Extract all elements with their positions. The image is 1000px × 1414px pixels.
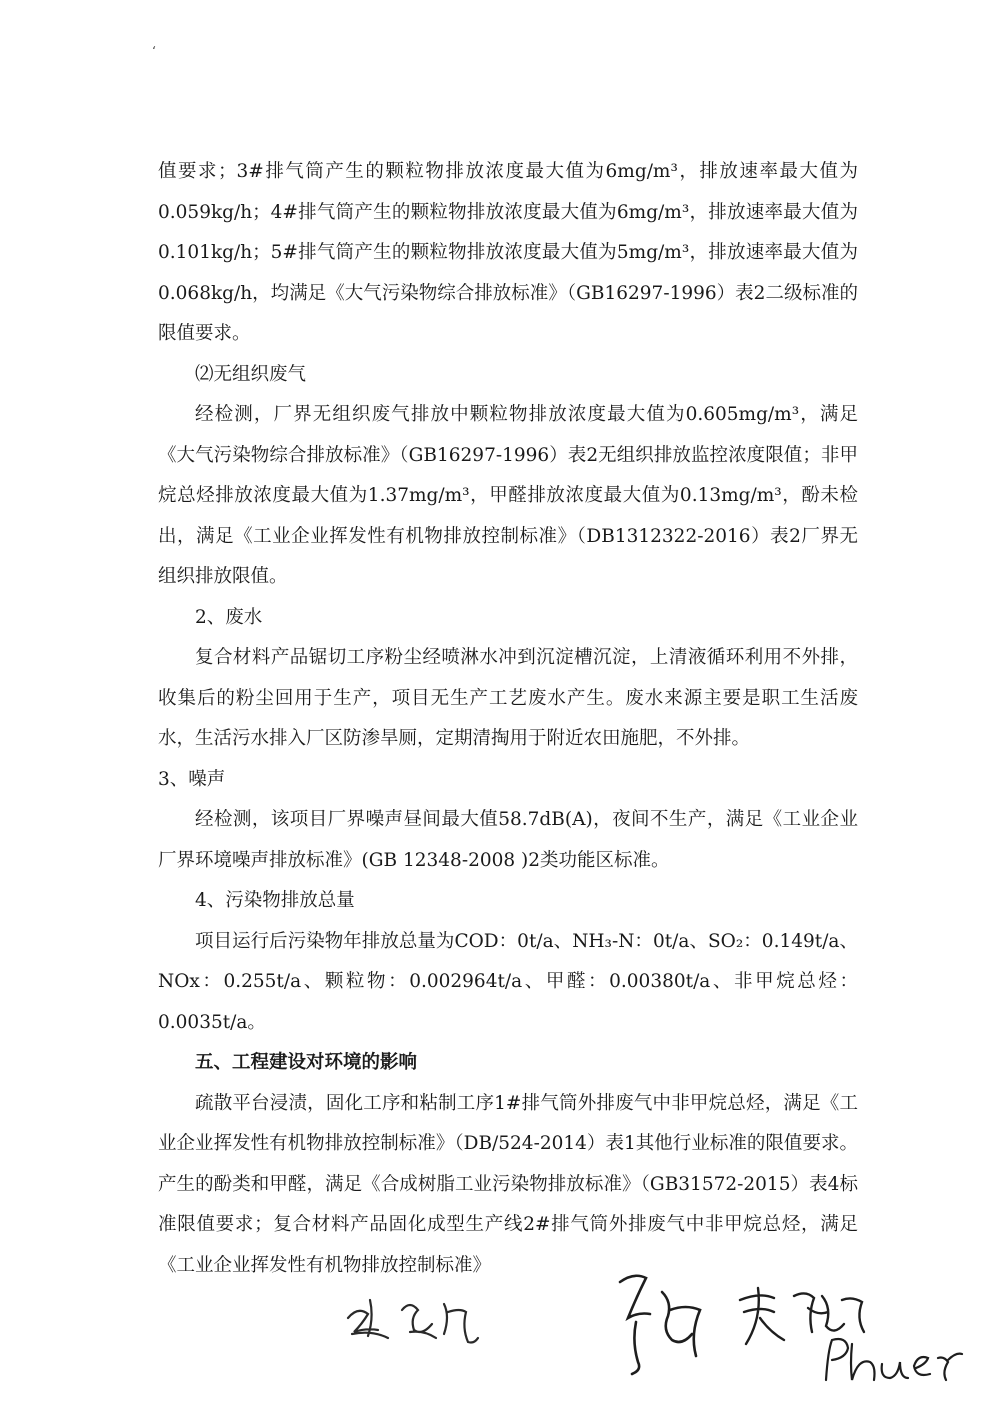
heading-section-five: 五、工程建设对环境的影响 [195,1052,418,1073]
paragraph-fugitive-gas: 经检测，厂界无组织废气排放中颗粒物排放浓度最大值为0.605mg/m³，满足《大气污染物综合排放标准》（GB16297-1996）表2无组织排放监控浓度限值；非甲烷总烃排放浓度最大值为1.37mg/m³，甲醛排放浓度最大值为0.13mg/m³，酚未检出，满足《工业企业挥发性有机物排放控制标准》（DB1312322-2016）表2厂界无组织排放限值。 [158,404,858,587]
paragraph-total-emissions: 项目运行后污染物年排放总量为COD：0t/a、NH₃-N：0t/a、SO₂：0.149t/a、NOx：0.255t/a、颗粒物：0.002964t/a、甲醛：0.00380t/a、非甲烷总烃：0.0035t/a。 [158,930,858,1033]
paragraph-noise: 经检测，该项目厂界噪声昼间最大值58.7dB(A)，夜间不生产，满足《工业企业厂界环境噪声排放标准》(GB 12348-2008 )2类功能区标准。 [158,809,858,871]
heading-noise: 3、噪声 [158,768,226,790]
document-body [158,152,858,1286]
signature-2 [600,1262,720,1382]
heading-fugitive-gas: ⑵无组织废气 [195,363,307,385]
heading-total-emissions: 4、污染物排放总量 [195,890,355,911]
signature-1 [340,1288,490,1358]
heading-wastewater: 2、废水 [195,606,263,628]
paragraph-wastewater: 复合材料产品锯切工序粉尘经喷淋水冲到沉淀槽沉淀，上清液循环利用不外排，收集后的粉尘回用于生产，项目无生产工艺废水产生。废水来源主要是职工生活废水，生活污水排入厂区防渗旱厕，定期清掏用于附近农田施肥，不外排。 [158,647,858,749]
signature-4 [818,1330,968,1390]
paragraph-exhaust-stacks: 值要求；3#排气筒产生的颗粒物排放浓度最大值为6mg/m³，排放速率最大值为0.059kg/h；4#排气筒产生的颗粒物排放浓度最大值为6mg/m³，排放速率最大值为0.101kg/h；5#排气筒产生的颗粒物排放浓度最大值为5mg/m³，排放速率最大值为0.068kg/h，均满足《大气污染物综合排放标准》（GB16297-1996）表2二级标准的限值要求。 [158,161,858,344]
corner-mark: ‘ [152,44,156,58]
paragraph-environmental-impact: 疏散平台浸渍，固化工序和粘制工序1#排气筒外排废气中非甲烷总烃，满足《工业企业挥发性有机物排放控制标准》（DB/524-2014）表1其他行业标准的限值要求。产生的酚类和甲醛，满足《合成树脂工业污染物排放标准》（GB31572-2015）表4标准限值要求；复合材料产品固化成型生产线2#排气筒外排废气中非甲烷总烃，满足《工业企业挥发性有机物排放控制标准》 [158,1092,858,1276]
